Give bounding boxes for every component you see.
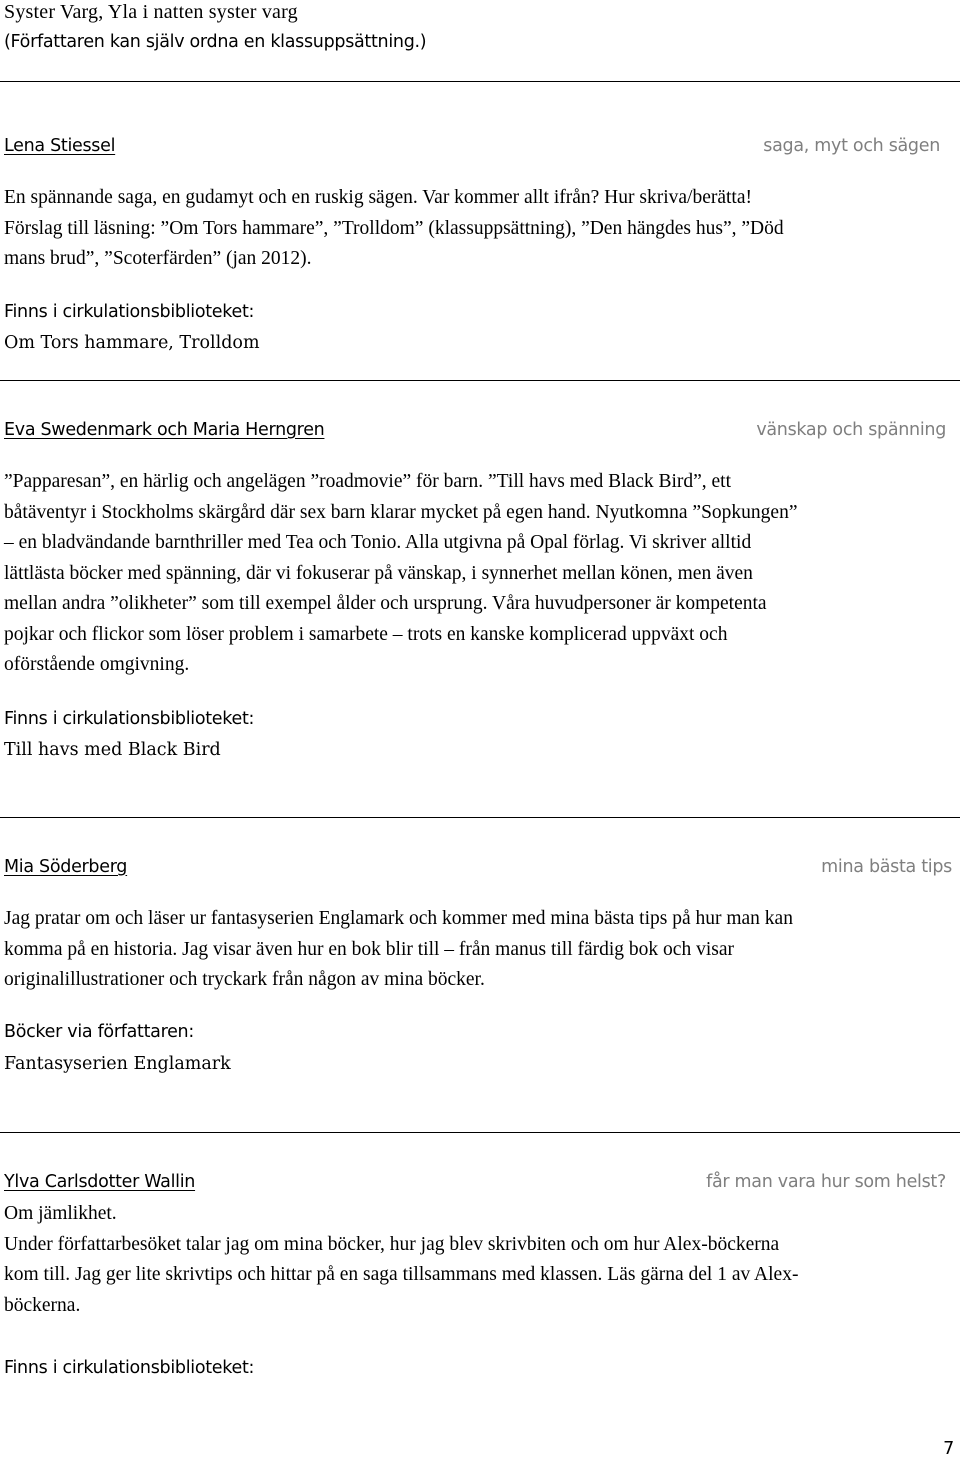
description-line: En spännande saga, en gudamyt och en ruskig sägen. Var kommer allt ifrån? Hur skriva/berätta! (4, 187, 752, 208)
section-description (4, 467, 954, 681)
description-line: Jag pratar om och läser ur fantasyserien Englamark och kommer med mina bästa tips på hur man kan (4, 908, 793, 929)
description-line: Förslag till läsning: ”Om Tors hammare”, ”Trolldom” (klassuppsättning), ”Den hängdes hus”, ”Död (4, 217, 784, 239)
description-line: – en bladvändande barnthriller med Tea och Tonio. Alla utgivna på Opal förlag. Vi skriver alltid (4, 532, 752, 553)
library-label: Böcker via författaren: (4, 1022, 194, 1042)
section-divider (0, 380, 960, 381)
section-description (4, 904, 954, 996)
library-label: Finns i cirkulationsbiblioteket: (4, 709, 255, 729)
author-name: Ylva Carlsdotter Wallin (4, 1172, 196, 1192)
section-theme: mina bästa tips (821, 857, 952, 877)
section-theme: vänskap och spänning (756, 420, 946, 440)
section-description (4, 1199, 954, 1321)
document-title: Syster Varg, Yla i natten syster varg (4, 1, 298, 23)
author-name: Eva Swedenmark och Maria Herngren (4, 420, 325, 440)
description-line: böckerna. (4, 1294, 81, 1316)
section-divider (0, 817, 960, 818)
description-line: mellan andra ”olikheter” som till exempel ålder och ursprung. Våra huvudpersoner är kompetenta (4, 593, 767, 614)
library-label: Finns i cirkulationsbiblioteket: (4, 302, 255, 322)
description-line: kom till. Jag ger lite skrivtips och hittar på en saga tillsammans med klassen. Läs gärna del 1 av Alex- (4, 1264, 799, 1285)
description-line: ”Papparesan”, en härlig och angelägen ”roadmovie” för barn. ”Till havs med Black Bird”, ett (4, 471, 732, 492)
section-description (4, 183, 954, 275)
description-line: oförstående omgivning. (4, 654, 190, 675)
library-value: Om Tors hammare, Trolldom (4, 333, 260, 353)
section-divider (0, 81, 960, 82)
document-note: (Författaren kan själv ordna en klassuppsättning.) (4, 32, 427, 52)
description-line: mans brud”, ”Scoterfärden” (jan 2012). (4, 248, 312, 269)
author-name: Lena Stiessel (4, 136, 116, 156)
description-line: pojkar och flickor som löser problem i samarbete – trots en kanske komplicerad uppväxt och (4, 623, 728, 645)
description-line: originalillustrationer och tryckark från någon av mina böcker. (4, 969, 485, 990)
page-number: 7 (943, 1439, 954, 1459)
library-label: Finns i cirkulationsbiblioteket: (4, 1358, 255, 1378)
author-name: Mia Söderberg (4, 857, 128, 877)
section-theme: får man vara hur som helst? (706, 1172, 946, 1192)
description-line: lättlästa böcker med spänning, där vi fokuserar på vänskap, i synnerhet mellan könen, men även (4, 562, 753, 584)
section-theme: saga, myt och sägen (763, 136, 940, 156)
description-line: komma på en historia. Jag visar även hur en bok blir till – från manus till färdig bok och visar (4, 938, 734, 960)
description-line: båtäventyr i Stockholms skärgård där sex barn klarar mycket på egen hand. Nyutkomna ”Sopkungen” (4, 501, 798, 523)
section-divider (0, 1132, 960, 1133)
description-line: Om jämlikhet. (4, 1203, 117, 1224)
library-value: Till havs med Black Bird (4, 740, 221, 760)
library-value: Fantasyserien Englamark (4, 1054, 231, 1074)
description-line: Under författarbesöket talar jag om mina böcker, hur jag blev skrivbiten och om hur Alex-böckerna (4, 1233, 780, 1255)
